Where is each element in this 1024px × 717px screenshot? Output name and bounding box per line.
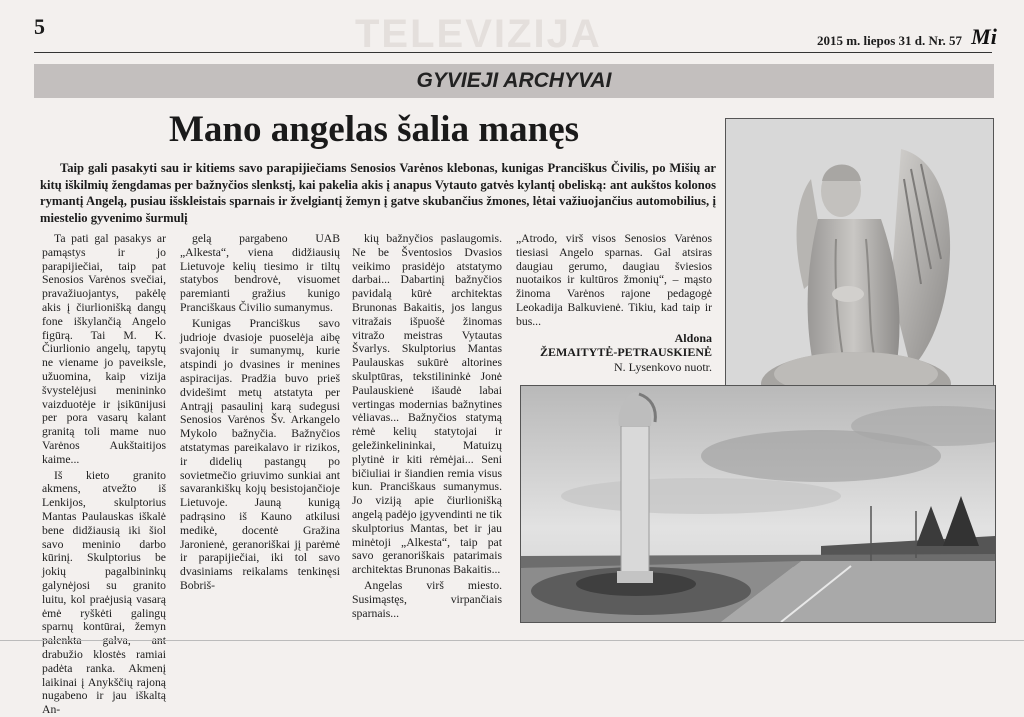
issue-date: 2015 m. liepos 31 d. Nr. 57 <box>816 33 962 48</box>
newspaper-logo: Mi <box>971 24 997 49</box>
author-block <box>516 331 712 375</box>
column-landscape-photo <box>520 385 996 623</box>
article-lead: Taip gali pasakyti sau ir kitiems savo parapijiečiams Senosios Varėnos klebonas, kunigas Pranciškus Čivilis, po Mišių ar kitų iškilmių žengdamas per bažnyčios slenkstį, kai pakelia akis į anapus Vytauto gatvės kylantį obeliską: ant aukštos kolonos rymantį Angelą, pusiau išskleistais sparnais ir žvelgiantį žemyn į gatve skubančius žmones, lėtai važiuojančius automobilius, į miestelio gyvenimo šurmulį <box>40 161 716 225</box>
article-headline: Mano angelas šalia manęs <box>168 109 580 150</box>
column-3 <box>352 232 502 620</box>
section-banner <box>34 64 994 98</box>
photo-credit: N. Lysenkovo nuotr. <box>614 359 712 374</box>
paragraph: „Atrodo, virš visos Senosios Varėnos tiesiasi Angelo sparnas. Gal atsiras daugiau gerumo, daugiau šviesios nuotaikos ir kultūros žmonių“, – mąsto žinoma Varėnos rajone pedagogė Leokadija Balkuvienė. Tikiu, kad taip ir bus... <box>516 232 712 328</box>
paragraph: Ta pati gal pasakys ar pamąstys ir jo parapijiečiai, taip pat Senosios Varėnos svečiai, pravažiuojantys, pakėlę akis į čiurlionišką dangų fone iškylančią Angelo figūrą. Tai M. K. Čiurlionio angelų, tapytų ne viename jo paveiksle, užuomina, kaip vizija švystelėjusi menininko vaizduotėje ir įsikūnijusi per pora vasarų kalant granitą toli mame nuo Varėnos Aukštaitijos kaime... <box>42 232 166 466</box>
paragraph: kių bažnyčios paslaugomis. Ne be Šventosios Dvasios veikimo prasidėjo atstatymo darbai... Dabartinį bažnyčios pavidalą kūrė architektas Brunonas Bakaitis, jos langus vitražais išpuošė žinomas vitražo meistras Vytautas Švarlys. Skulptorius Mantas Paulauskas sukūrė altorines skulptūras, tekstilininkė Jonė Paulauskienė išaudė labai vertingas modernias bažnytines vėliavas... Bažnyčios statymą rėmė kelių statytojai ir geležinkelininkai, Matuizų plytinė ir kiti rėmėjai... Seni bičiuliai ir šiandien remia visus kun. Pranciškaus sumanymus. Jo viziją apie čiurlionišką angelą padėjo įgyvendinti ne tik skulptorius Mantas, bet ir jau minėtoji „Alkesta“, taip pat savo geranoriškais patarimais architektas Brunonas Bakaitis... <box>352 232 502 577</box>
roadside-column-image <box>521 386 995 622</box>
paragraph: Kunigas Pranciškus savo judrioje dvasioje puoselėja aibę svajonių ir sumanymų, kurie atspindi jo dvasines ir menines aspiracijas. Pradžia buvo prieš dvidešimt metų atstatyta per Antrąjį pasaulinį karą sudegusi Senosios Varėnos Šv. Arkangelo Mykolo bažnyčia. Bažnyčios atstatymas pareikalavo ir rizikos, ir didelių pastangų po sovietmečio griuvimo sunkiai ant savarankiškų kojų besistojančioje Lietuvoje. Jauną kunigą padrąsino iš Kauno atkilusi medikė, docentė Gražina Jaronienė, geranoriškai jį parėmė ir parapijiečiai, iki tol savo dvasiniams reikalams tenkinęsi Bobriš- <box>180 316 340 592</box>
author-last-name: ŽEMAITYTĖ-PETRAUSKIENĖ <box>539 345 712 360</box>
paragraph: gelą pargabeno UAB „Alkesta“, viena didžiausių Lietuvoje kelių tiesimo ir tiltų statybos bendrovė, visuomet paremianti gražius kunigo Pranciškaus Čivilio sumanymus. <box>180 232 340 314</box>
column-1 <box>42 232 166 717</box>
author-first-name: Aldona <box>674 330 712 345</box>
column-4 <box>516 232 712 374</box>
paragraph: Angelas virš miesto. Susimąstęs, virpančiais sparnais... <box>352 578 502 620</box>
section-title: GYVIEJI ARCHYVAI <box>416 69 612 92</box>
paragraph: Iš kieto granito akmens, atvežto iš Lenkijos, skulptorius Mantas Paulauskas iškalė bene didžiausią iki šiol savo meninio darbo kūrinį. Skulptorius be jokių pagalbininkų galynėjosi su granito luitu, kol praėjusią vasarą ėmė ryškėti galingų sparnų kontūrai, žemyn palenkta galva, ant drabužio klostės ramiai padėta ranka. Akmenį laikinai į Anykščių rajoną nugabeno ir jau iškaltą An- <box>42 468 166 717</box>
bleed-through-text: TELEVIZIJA <box>355 12 602 56</box>
header-rule <box>34 52 992 53</box>
page-number: 5 <box>34 14 45 39</box>
page-bottom-rule <box>0 640 1024 641</box>
column-2 <box>180 232 340 593</box>
